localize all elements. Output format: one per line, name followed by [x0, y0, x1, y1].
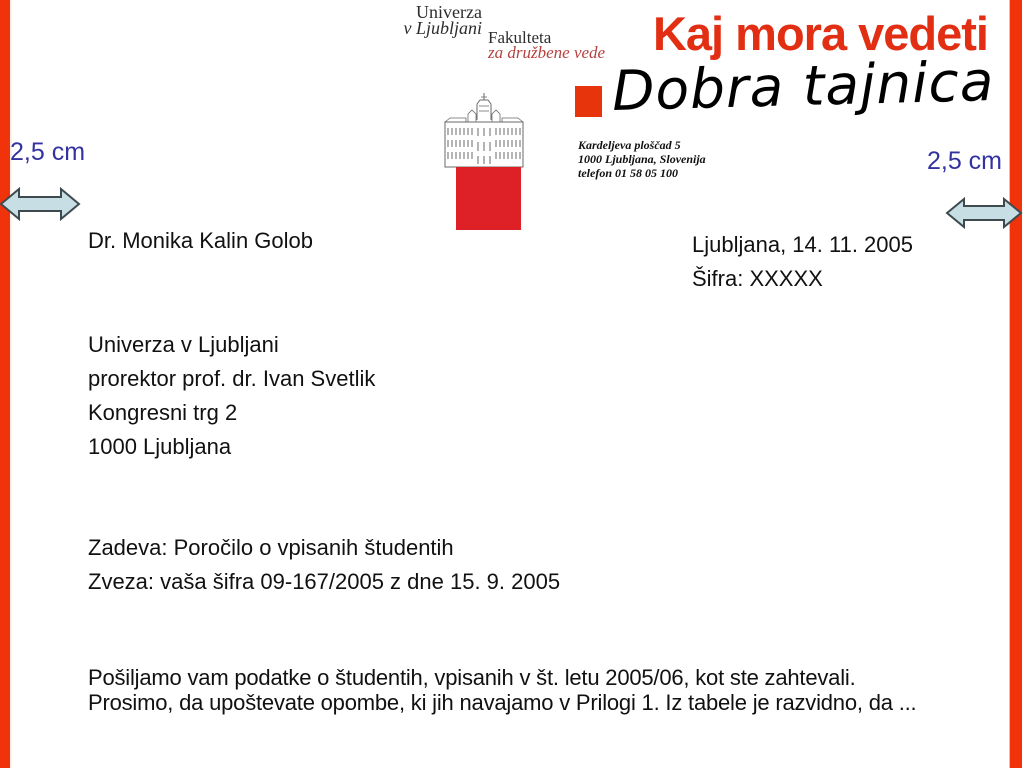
letter-subject: Zadeva: Poročilo o vpisanih študentih [88, 535, 454, 560]
recipient-line: Univerza v Ljubljani [88, 332, 279, 357]
faculty-name-line1: Fakulteta [488, 28, 552, 47]
left-margin-label: 2,5 cm [10, 138, 86, 166]
right-margin-label: 2,5 cm [926, 147, 1002, 175]
university-name-line2: v Ljubljani [403, 18, 482, 38]
right-margin-arrow-icon [944, 193, 1024, 238]
letter-sender: Dr. Monika Kalin Golob [88, 228, 313, 253]
letter-recipient-block [88, 328, 375, 464]
university-name-line1: Univerza [416, 2, 482, 22]
slide-subtitle-handwritten: Dobra tajnica [610, 49, 995, 123]
letter-regarding: Zveza: vaša šifra 09-167/2005 z dne 15. 9. 2005 [88, 569, 561, 594]
faculty-address-block [578, 138, 706, 180]
letter-date-reference-block [692, 228, 913, 296]
letter-subject-block [88, 531, 560, 599]
faculty-address-line3: telefon 01 58 05 100 [578, 166, 678, 180]
faculty-name-line2: za družbene vede [488, 43, 606, 62]
slide-left-red-border [0, 0, 12, 768]
letter-date: Ljubljana, 14. 11. 2005 [692, 232, 913, 257]
slide-right-red-border [1009, 0, 1022, 768]
university-logotype [370, 4, 482, 36]
university-building-icon [444, 92, 524, 173]
letter-body-paragraph: Pošiljamo vam podatke o študentih, vpisanih v št. letu 2005/06, kot ste zahtevali. Prosimo, da upoštevate opombe, ki jih navajamo v Prilogi 1. Iz tabele je razvidno, da ... [88, 665, 917, 715]
red-square-bullet-icon [575, 86, 602, 117]
recipient-line: prorektor prof. dr. Ivan Svetlik [88, 366, 376, 391]
letter-reference-code: Šifra: XXXXX [692, 266, 823, 291]
left-margin-arrow-icon [0, 183, 82, 230]
logo-red-rectangle [456, 167, 521, 230]
faculty-address-line2: 1000 Ljubljana, Slovenija [578, 152, 706, 166]
recipient-line: Kongresni trg 2 [88, 400, 238, 425]
slide-title: Kaj mora vedeti [652, 7, 988, 60]
faculty-address-line1: Kardeljeva ploščad 5 [578, 138, 681, 152]
recipient-line: 1000 Ljubljana [88, 434, 232, 459]
slide-subtitle-row [575, 49, 995, 123]
